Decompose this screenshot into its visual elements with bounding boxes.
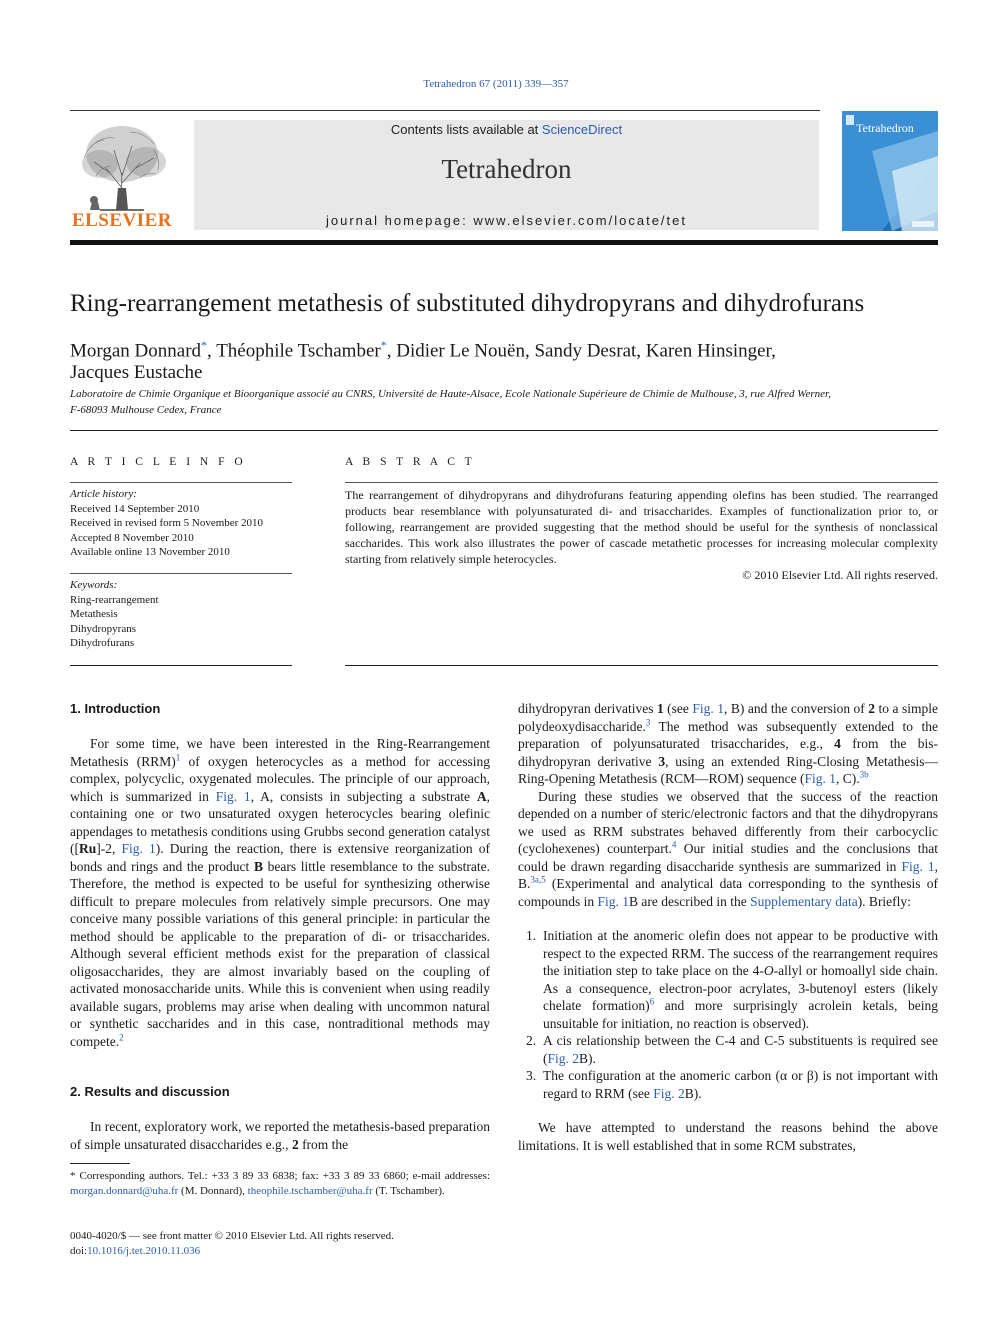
keyword: Dihydrofurans [70, 637, 135, 649]
article-info-rule [70, 482, 292, 483]
author-donnard[interactable]: Morgan Donnard [70, 340, 202, 362]
email-link-tschamber[interactable]: theophile.tschamber@uha.fr [247, 1184, 373, 1197]
journal-homepage [194, 213, 819, 228]
keywords-label: Keywords: [70, 579, 118, 591]
footnote-rule [70, 1163, 130, 1164]
online-date: Available online 13 November 2010 [70, 546, 230, 558]
accepted-date: Accepted 8 November 2010 [70, 531, 194, 544]
journal-cover[interactable] [842, 111, 938, 231]
contents-line [194, 122, 819, 137]
affiliation-line: F-68093 Mulhouse Cedex, France [70, 404, 222, 416]
figure-link[interactable]: Fig. 1 [597, 893, 630, 909]
sciencedirect-link[interactable]: ScienceDirect [541, 122, 623, 137]
cover-title: Tetrahedron [856, 121, 914, 135]
figure-link[interactable]: Fig. 2 [547, 1050, 580, 1066]
doi-link[interactable]: 10.1016/j.tet.2010.11.036 [87, 1244, 201, 1257]
section-heading-introduction: 1. Introduction [70, 701, 161, 716]
list-item: 2. A cis relationship between the C-4 and C-5 substituents is required see (Fig. 2B). [526, 1033, 938, 1066]
revised-date: Received in revised form 5 November 2010 [70, 517, 264, 529]
abstract-text [345, 487, 938, 583]
contents-prefix: Contents lists available at [390, 122, 542, 137]
homepage-url[interactable]: www.elsevier.com/locate/tet [473, 213, 687, 228]
reference-link[interactable]: 1 [175, 752, 181, 762]
reference-link[interactable]: 6 [649, 996, 655, 1007]
keywords-rule [70, 573, 292, 574]
author-tschamber[interactable]: , Théophile Tschamber [207, 340, 381, 362]
list-item: 1. Initiation at the anomeric olefin does not appear to be productive with respect to the expected RRM. The success of the rearrangement requires the initiation step to take place on the 4-O-allyl or homoallyl side chain. As a consequence, electron-poor acrylates, 3-butenoyl esters (likely chelate formation)$^6$ and more surprisingly acrolein ketals, being unsuitable for initiation, no reaction is observed). [526, 928, 939, 1031]
author-list [70, 334, 940, 384]
title-divider [70, 430, 938, 431]
corresponding-star[interactable]: * [201, 338, 208, 352]
doi-line: doi:10.1016/j.tet.2010.11.036 [70, 1244, 201, 1257]
history-label: Article history: [70, 488, 137, 500]
keyword: Ring-rearrangement [70, 593, 159, 606]
paragraph: During these studies we observed that the success of the reaction depended on a number of steric/electronic factors and that the dihydropyrans we used as RRM substrates behaved differently from their carbocyclic (cyclohexenes) counterpart.$^4$ Our initial studies and the conclusions that could be drawn regarding disaccharide synthesis are summarized in Fig. 1, B.$^{3a,5}$ (Experimental and analytical data corresponding to the synthesis of compounds in Fig. 1B are described in the Supplementary data). Briefly: [518, 788, 938, 909]
received-date: Received 14 September 2010 [70, 502, 200, 515]
affiliation [70, 386, 940, 418]
author-eustache: Jacques Eustache [70, 362, 203, 384]
affiliation-line: Laboratoire de Chimie Organique et Bioorganique associé au CNRS, Université de Haute-Alsace, Ecole Nationale Supérieure de Chimie de Mulhouse, 3, rue Alfred Werner, [70, 388, 831, 400]
corresponding-star[interactable]: * [380, 338, 387, 352]
left-column-results [70, 1118, 490, 1153]
elsevier-wordmark: ELSEVIER [71, 210, 173, 231]
figure-link[interactable]: Fig. 2 [653, 1085, 685, 1101]
abstract-rule [345, 482, 938, 483]
homepage-prefix: journal homepage: [326, 213, 474, 228]
reference-link[interactable]: 3 [645, 717, 651, 727]
abstract-heading: A B S T R A C T [345, 456, 476, 468]
abstract-bottom-rule [345, 665, 938, 666]
journal-citation[interactable]: Tetrahedron 67 (2011) 339—357 [423, 78, 569, 90]
keywords-block [70, 578, 292, 651]
abstract-copyright: © 2010 Elsevier Ltd. All rights reserved. [742, 568, 938, 582]
paragraph: In recent, exploratory work, we reported the metathesis-based preparation of simple unsaturated disaccharides e.g., 2 from the [70, 1119, 490, 1152]
front-matter-line: 0040-4020/$ — see front matter © 2010 Elsevier Ltd. All rights reserved. [70, 1230, 394, 1242]
paragraph: We have attempted to understand the reasons behind the above limitations. It is well established that in some RCM substrates, [518, 1120, 938, 1153]
keyword: Dihydropyrans [70, 622, 136, 635]
authors-others: , Didier Le Nouën, Sandy Desrat, Karen Hinsinger, [386, 340, 776, 362]
article-title: Ring-rearrangement metathesis of substituted dihydropyrans and dihydrofurans [70, 290, 865, 317]
journal-name: Tetrahedron [441, 154, 572, 184]
paragraph: For some time, we have been interested in the Ring-Rearrangement Metathesis (RRM)$^1$ of oxygen heterocycles as a method for accessing complex, polycyclic, oxygenated molecules. The principle of our approach, which is summarized in Fig. 1, A, consists in subjecting a substrate A, containing one or two unsaturated oxygen heterocycles bearing olefinic appendages to metathesis conditions using Grubbs second generation catalyst ([Ru]-2, Fig. 1). During the reaction, there is extensive reorganization of bonds and rings and the product B bears little resemblance to the substrate. Therefore, the method is expected to be useful for synthesizing otherwise difficult to prepare molecules from relatively simple precursors. One may conceive many possible variations of this general principle: in particular the method should be applicable to the preparation of di- or trisaccharides. Although several efficient methods exist for the preparation of classical oligosaccharides, they are almost invariably based on the coupling of activated monosaccharide units. While this is convenient when using readily available sugars, problems may arise when dealing with uncommon natural or synthetic saccharides and in this case, nontraditional methods may compete.$^2$ [70, 736, 490, 1049]
article-info-heading: A R T I C L E I N F O [70, 456, 247, 468]
abstract-body: The rearrangement of dihydropyrans and dihydrofurans featuring appending olefins has been studied. The rearranged products bear resemblance with polyunsaturated di- and trisaccharides. Examples of functionalization prior to, or following, rearrangement are provided suggesting that the method should be useful for the synthesis of nonclassical saccharides. This work also illustrates the power of cascade metathetic processes for increasing molecular complexity starting from relatively simple heterocycles. [345, 488, 938, 566]
figure-link[interactable]: Fig. 1 [121, 841, 156, 856]
issn-block [70, 1229, 490, 1258]
header-rule [70, 110, 820, 111]
list-item: 3. The configuration at the anomeric carbon (α or β) is not important with regard to RRM (see Fig. 2B). [526, 1068, 938, 1101]
elsevier-logo[interactable] [70, 118, 174, 230]
supplementary-data-link[interactable]: Supplementary data [750, 893, 858, 909]
figure-link[interactable]: Fig. 1 [901, 858, 935, 874]
right-column [518, 700, 938, 1154]
corresponding-author-footnote: * Corresponding authors. Tel.: +33 3 89 33 6838; fax: +33 3 89 33 6860; e-mail addresses: morgan.donnard@uha.fr (M. Donnard), theophile.tschamber@uha.fr (T. Tschamber). [70, 1170, 490, 1197]
left-column [70, 735, 490, 1050]
article-info-bottom-rule [70, 665, 292, 666]
figure-link[interactable]: Fig. 1 [804, 771, 836, 786]
section-heading-results: 2. Results and discussion [70, 1084, 230, 1099]
reference-link[interactable]: 3a,5 [530, 874, 546, 885]
email-link-donnard[interactable]: morgan.donnard@uha.fr [70, 1184, 179, 1197]
header-thick-rule [70, 240, 938, 245]
article-history [70, 487, 292, 560]
figure-link[interactable]: Fig. 1 [215, 788, 251, 804]
reference-link[interactable]: 4 [671, 839, 677, 850]
reference-link[interactable]: 2 [119, 1032, 124, 1042]
figure-link[interactable]: Fig. 1 [692, 701, 725, 716]
paragraph: dihydropyran derivatives 1 (see Fig. 1, B) and the conversion of 2 to a simple polydeoxydisaccharide.$^3$ The method was subsequently extended to the preparation of polyunsaturated trisaccharides, e.g., 4 from the bis-dihydropyran derivative 3, using an extended Ring-Closing Metathesis—Ring-Opening Metathesis (RCM—ROM) sequence (Fig. 1, C).$^{3b}$ [518, 701, 938, 786]
reference-link[interactable]: 3b [859, 769, 869, 780]
keyword: Metathesis [70, 608, 118, 620]
